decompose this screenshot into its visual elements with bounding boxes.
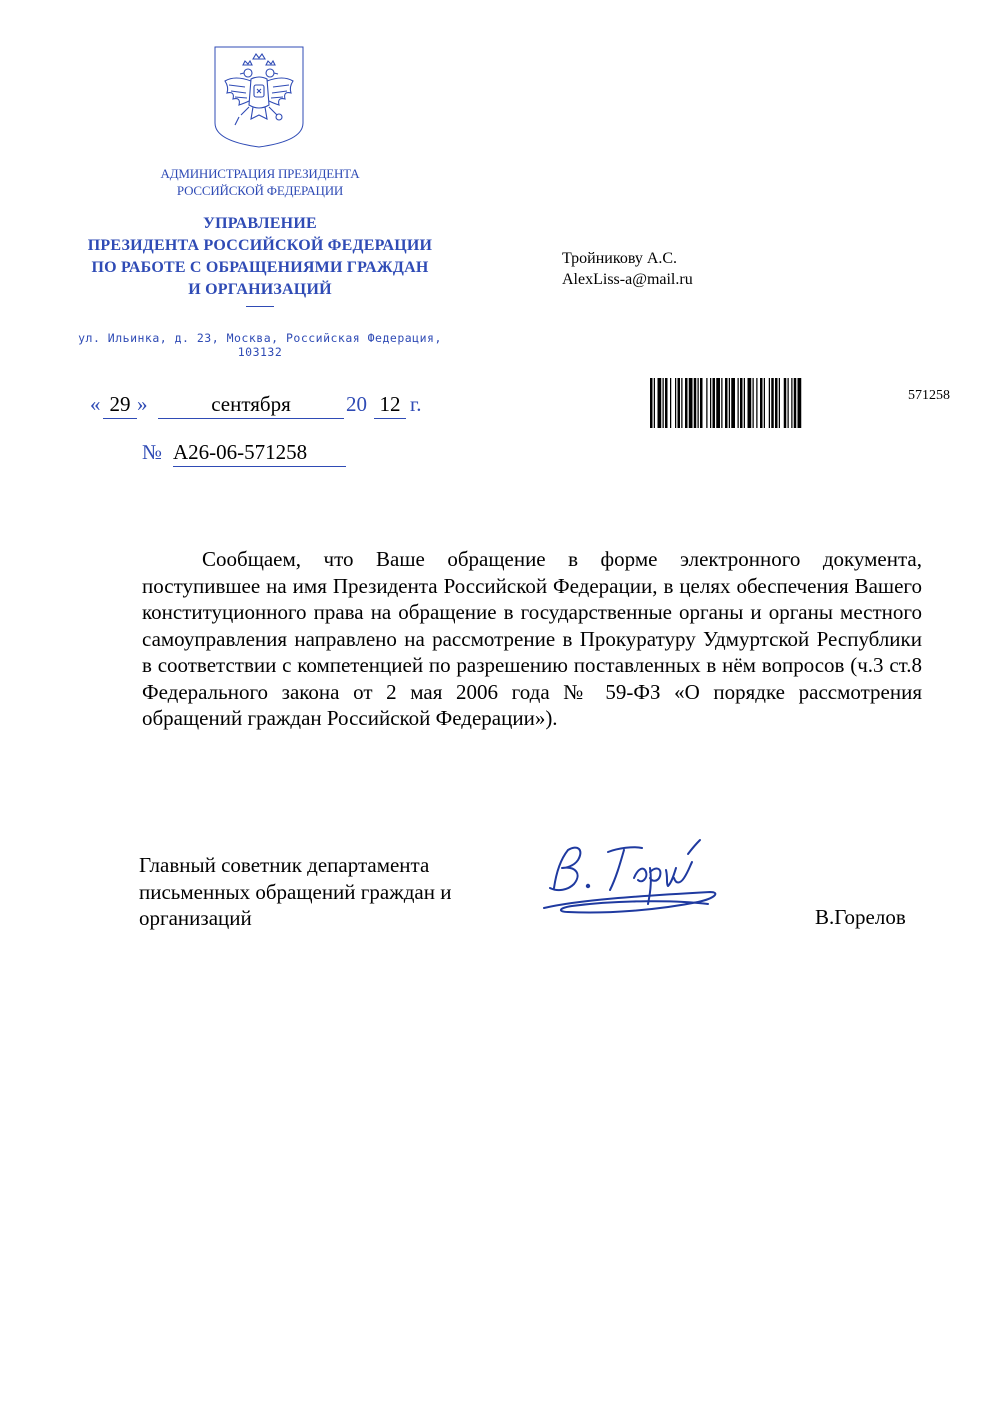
barcode-bar: [779, 378, 780, 428]
barcode-bar: [675, 378, 676, 428]
date-century: 20: [346, 392, 367, 416]
signatory-name: В.Горелов: [815, 905, 906, 929]
barcode-bar: [731, 378, 735, 428]
dept-line-4: И ОРГАНИЗАЦИЙ: [188, 281, 332, 298]
barcode-bar: [725, 378, 728, 428]
barcode-bar: [784, 378, 787, 428]
barcode-number: 571258: [908, 388, 950, 403]
barcode-bar: [756, 378, 757, 428]
barcode-bar: [775, 378, 778, 428]
barcode-bar: [760, 378, 763, 428]
letterhead-address: ул. Ильинка, д. 23, Москва, Российская Федерация, 103132: [78, 331, 442, 359]
signatory-title-line-2: письменных обращений граждан и: [139, 879, 452, 904]
signatory-title-line-3: организаций: [139, 906, 252, 930]
barcode-bar: [721, 378, 722, 428]
barcode-bar: [788, 378, 789, 428]
barcode-bar: [685, 378, 688, 428]
barcode-bar: [706, 378, 707, 428]
barcode-bar: [650, 378, 653, 428]
date-day: 29: [103, 390, 137, 419]
barcode-bar: [791, 378, 792, 428]
recipient-name: Тройникову А.С.: [562, 250, 678, 267]
barcode-bar: [794, 378, 797, 428]
recipient-email: AlexLiss-a@mail.ru: [562, 271, 693, 288]
barcode-bar: [753, 378, 754, 428]
date-year: 12: [374, 390, 406, 419]
barcode: [650, 378, 892, 428]
barcode-bar: [716, 378, 720, 428]
barcode-bar: [771, 378, 774, 428]
barcode-bar: [738, 378, 739, 428]
date-quote-close: »: [137, 392, 148, 416]
dept-line-1: УПРАВЛЕНИЕ: [203, 215, 317, 232]
barcode-bar: [689, 378, 693, 428]
barcode-bar: [748, 378, 752, 428]
handwritten-signature: [538, 838, 726, 930]
barcode-bar: [681, 378, 682, 428]
barcode-bar: [665, 378, 668, 428]
barcode-bar: [744, 378, 745, 428]
barcode-bar: [694, 378, 697, 428]
barcode-bar: [678, 378, 681, 428]
signatory-title: [139, 852, 499, 932]
barcode-bar: [700, 378, 703, 428]
date-suffix: г.: [410, 392, 422, 416]
dept-line-3: ПО РАБОТЕ С ОБРАЩЕНИЯМИ ГРАЖДАН: [91, 259, 429, 276]
eagle-emblem-icon: [213, 45, 305, 149]
barcode-bar: [670, 378, 671, 428]
barcode-bar: [654, 378, 655, 428]
date-quote-open: «: [90, 392, 101, 416]
number-sign: №: [142, 440, 163, 464]
admin-line-2: РОССИЙСКОЙ ФЕДЕРАЦИИ: [176, 183, 344, 198]
barcode-bar: [663, 378, 664, 428]
letter-body: Сообщаем, что Ваше обращение в форме электронного документа, поступившее на имя Президента Российской Федерации, в целях обеспечения Вашего конституционного права на обращение в государственные органы и органы местного самоуправления направлено на рассмотрение в Прокуратуру Удмуртской Республики в соответствии с компетенцией по разрешению поставленных в нём вопросов (ч.3 ст.8 Федерального закона от 2 мая 2006 года № 59-ФЗ «О порядке рассмотрения обращений граждан Российской Федерации»).: [142, 547, 922, 730]
document-number: А26-06-571258: [173, 438, 346, 467]
signature-icon: [538, 838, 726, 930]
recipient-block: [562, 248, 693, 290]
barcode-bar: [798, 378, 802, 428]
signatory-title-line-1: Главный советник департамента: [139, 853, 430, 877]
department-name: [60, 213, 460, 301]
barcode-bar: [729, 378, 730, 428]
barcode-bar: [713, 378, 716, 428]
barcode-bar: [658, 378, 662, 428]
admin-line-1: АДМИНИСТРАЦИЯ ПРЕЗИДЕНТА: [160, 166, 360, 181]
state-emblem: [213, 45, 305, 149]
date-month: сентября: [158, 390, 344, 419]
administration-name: [60, 165, 460, 199]
barcode-bar: [698, 378, 699, 428]
barcode-bar: [764, 378, 765, 428]
barcode-bar: [769, 378, 770, 428]
letterhead-divider: [246, 306, 274, 307]
barcode-bar: [710, 378, 711, 428]
barcode-bar: [740, 378, 743, 428]
dept-line-2: ПРЕЗИДЕНТА РОССИЙСКОЙ ФЕДЕРАЦИИ: [87, 237, 433, 254]
